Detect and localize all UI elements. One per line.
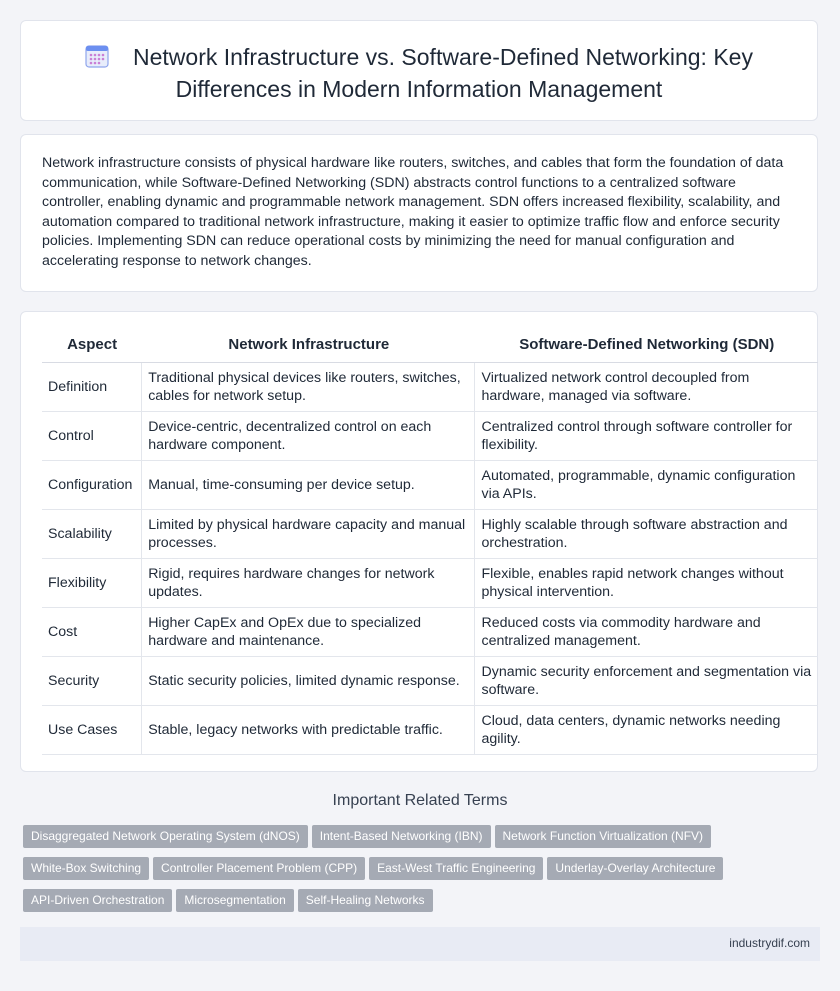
row-aspect: Definition <box>42 363 142 412</box>
row-sdn: Reduced costs via commodity hardware and centralized management. <box>475 608 818 657</box>
row-aspect: Configuration <box>42 461 142 510</box>
related-tag[interactable]: Underlay-Overlay Architecture <box>547 857 723 880</box>
related-tag[interactable]: Network Function Virtualization (NFV) <box>495 825 712 848</box>
header-network-infrastructure: Network Infrastructure <box>142 332 475 363</box>
table-row <box>42 412 818 461</box>
related-tag[interactable]: Self-Healing Networks <box>298 889 433 912</box>
row-sdn: Highly scalable through software abstraction and orchestration. <box>475 510 818 559</box>
row-infra: Higher CapEx and OpEx due to specialized hardware and maintenance. <box>142 608 475 657</box>
table-row <box>42 510 818 559</box>
row-infra: Static security policies, limited dynamic response. <box>142 657 475 706</box>
row-infra: Limited by physical hardware capacity and manual processes. <box>142 510 475 559</box>
calendar-grid-icon <box>85 44 109 75</box>
related-tag[interactable]: Intent-Based Networking (IBN) <box>312 825 491 848</box>
row-aspect: Use Cases <box>42 706 142 755</box>
footer <box>20 927 820 961</box>
table-row <box>42 706 818 755</box>
row-aspect: Flexibility <box>42 559 142 608</box>
related-tag[interactable]: East-West Traffic Engineering <box>369 857 543 880</box>
row-aspect: Scalability <box>42 510 142 559</box>
header-card <box>20 20 818 121</box>
row-infra: Manual, time-consuming per device setup. <box>142 461 475 510</box>
table-row <box>42 363 818 412</box>
related-tag[interactable]: API-Driven Orchestration <box>23 889 172 912</box>
footer-site-link[interactable]: industrydif.com <box>729 936 810 950</box>
header-aspect: Aspect <box>42 332 142 363</box>
page-title <box>85 43 753 104</box>
table-row <box>42 559 818 608</box>
row-aspect: Control <box>42 412 142 461</box>
page-title-text: Network Infrastructure vs. Software-Defined Networking: Key Differences in Modern Information Management <box>133 44 753 102</box>
table-row <box>42 657 818 706</box>
row-aspect: Security <box>42 657 142 706</box>
comparison-table-card <box>20 311 818 772</box>
row-infra: Stable, legacy networks with predictable traffic. <box>142 706 475 755</box>
related-tag[interactable]: Microsegmentation <box>176 889 293 912</box>
comparison-table <box>42 332 818 755</box>
intro-paragraph: Network infrastructure consists of physical hardware like routers, switches, and cables that form the foundation of data communication, while Software-Defined Networking (SDN) abstracts control functions to a centralized software controller, enabling dynamic and programmable network management. SDN offers increased flexibility, scalability, and automation compared to traditional network infrastructure, making it easier to optimize traffic flow and enforce security policies. Implementing SDN can reduce operational costs by minimizing the need for manual configuration and accelerating response to network changes. <box>42 155 784 269</box>
row-sdn: Virtualized network control decoupled from hardware, managed via software. <box>475 363 818 412</box>
table-row <box>42 608 818 657</box>
related-terms-tags <box>23 825 803 921</box>
row-infra: Device-centric, decentralized control on each hardware component. <box>142 412 475 461</box>
table-header-row <box>42 332 818 363</box>
related-tag[interactable]: Controller Placement Problem (CPP) <box>153 857 365 880</box>
row-sdn: Flexible, enables rapid network changes without physical intervention. <box>475 559 818 608</box>
row-sdn: Centralized control through software controller for flexibility. <box>475 412 818 461</box>
related-tag[interactable]: White-Box Switching <box>23 857 149 880</box>
row-sdn: Cloud, data centers, dynamic networks needing agility. <box>475 706 818 755</box>
related-terms-title: Important Related Terms <box>332 792 508 809</box>
row-sdn: Dynamic security enforcement and segmentation via software. <box>475 657 818 706</box>
table-row <box>42 461 818 510</box>
related-tag[interactable]: Disaggregated Network Operating System (dNOS) <box>23 825 308 848</box>
header-sdn: Software-Defined Networking (SDN) <box>475 332 818 363</box>
intro-card <box>20 134 818 292</box>
row-infra: Traditional physical devices like routers, switches, cables for network setup. <box>142 363 475 412</box>
row-aspect: Cost <box>42 608 142 657</box>
row-infra: Rigid, requires hardware changes for network updates. <box>142 559 475 608</box>
row-sdn: Automated, programmable, dynamic configuration via APIs. <box>475 461 818 510</box>
